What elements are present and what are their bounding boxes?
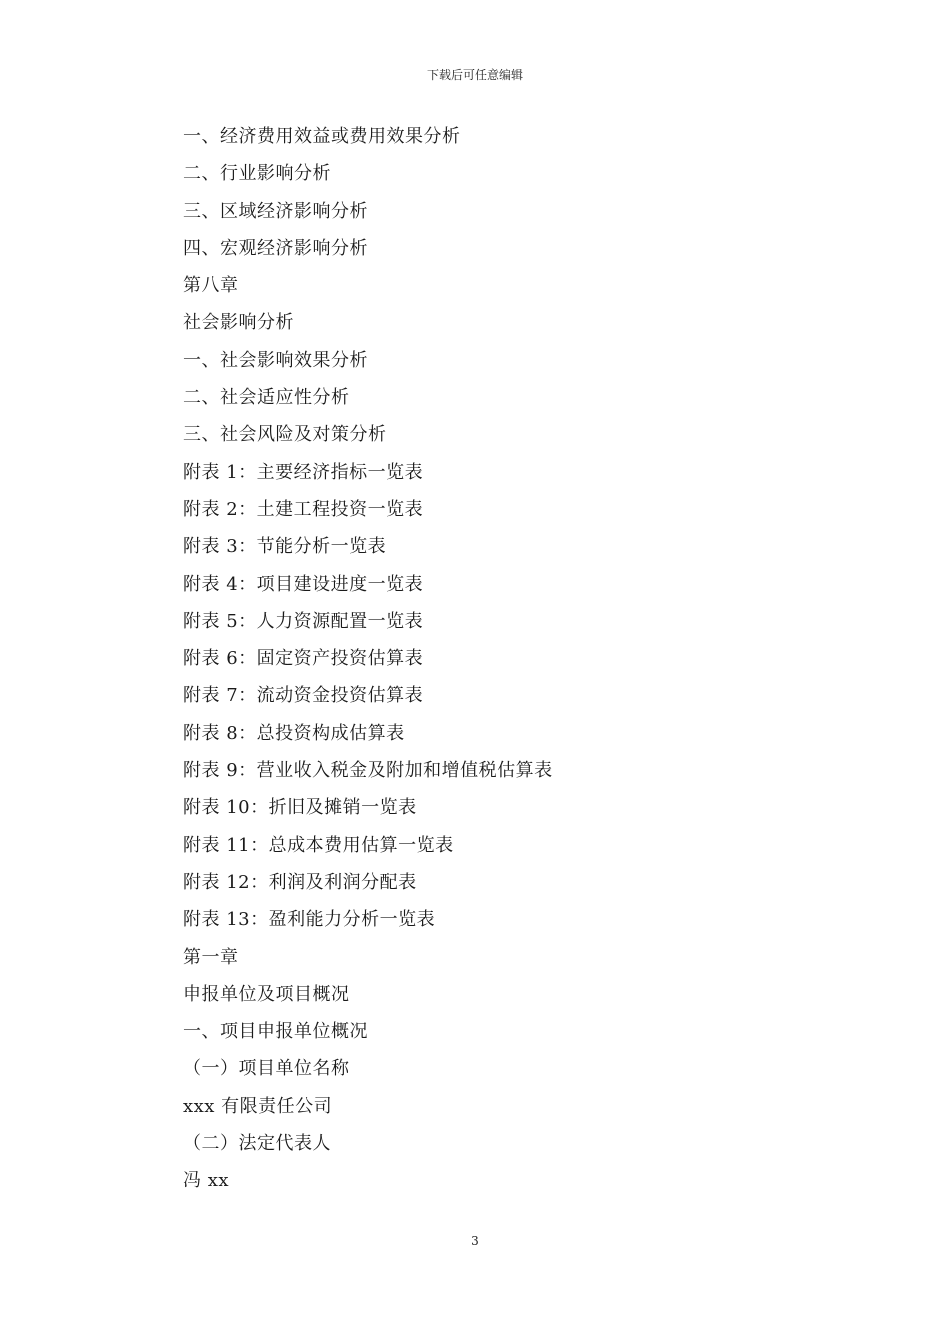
- appendix-table-line: 附表 3：节能分析一览表: [183, 536, 387, 558]
- appendix-table-line: 附表 11：总成本费用估算一览表: [183, 834, 454, 856]
- legal-representative: 冯 xx: [183, 1170, 230, 1192]
- chapter-heading: 第一章: [183, 946, 239, 968]
- appendix-table-line: 附表 5：人力资源配置一览表: [183, 610, 424, 632]
- chapter-heading: 第八章: [183, 275, 239, 297]
- company-name: xxx 有限责任公司: [183, 1095, 333, 1117]
- subsection-heading: （二）法定代表人: [183, 1133, 331, 1155]
- toc-line: 四、宏观经济影响分析: [183, 237, 368, 259]
- toc-line: 一、经济费用效益或费用效果分析: [183, 126, 461, 147]
- toc-line: 一、社会影响效果分析: [183, 349, 368, 371]
- toc-line: 二、社会适应性分析: [183, 387, 350, 409]
- appendix-table-line: 附表 7：流动资金投资估算表: [183, 685, 424, 707]
- appendix-table-line: 附表 6：固定资产投资估算表: [183, 648, 424, 670]
- appendix-table-line: 附表 12：利润及利润分配表: [183, 871, 417, 893]
- appendix-table-line: 附表 2：土建工程投资一览表: [183, 498, 424, 520]
- subsection-heading: （一）项目单位名称: [183, 1058, 350, 1080]
- appendix-table-line: 附表 1：主要经济指标一览表: [183, 461, 424, 483]
- section-heading: 一、项目申报单位概况: [183, 1021, 368, 1043]
- toc-line: 二、行业影响分析: [183, 163, 331, 185]
- appendix-table-line: 附表 8：总投资构成估算表: [183, 722, 405, 744]
- chapter-title: 申报单位及项目概况: [183, 983, 350, 1005]
- appendix-table-line: 附表 10：折旧及摊销一览表: [183, 797, 417, 819]
- appendix-table-line: 附表 9：营业收入税金及附加和增值税估算表: [183, 760, 553, 782]
- document-body: [183, 122, 823, 1204]
- appendix-table-line: 附表 4：项目建设进度一览表: [183, 573, 424, 595]
- chapter-title: 社会影响分析: [183, 312, 294, 334]
- page-header-note: 下载后可任意编辑: [426, 68, 523, 82]
- toc-line: 三、区域经济影响分析: [183, 200, 368, 222]
- toc-line: 三、社会风险及对策分析: [183, 424, 387, 446]
- appendix-table-line: 附表 13：盈利能力分析一览表: [183, 909, 436, 931]
- page-number: 3: [471, 1234, 479, 1248]
